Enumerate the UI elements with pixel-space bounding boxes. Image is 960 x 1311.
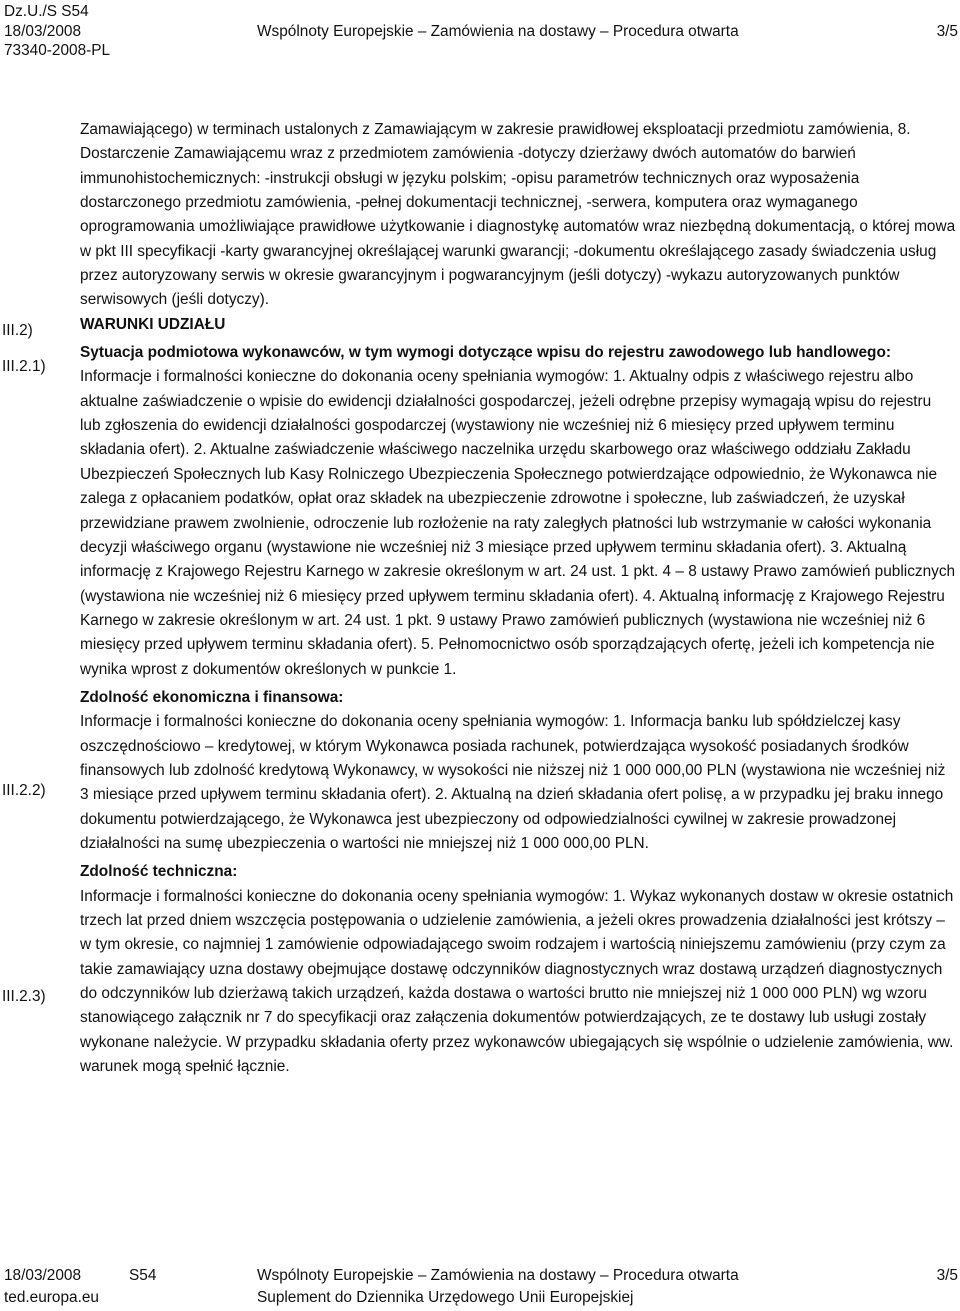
section-label-iii-2-3: III.2.3) xyxy=(2,988,46,1005)
header-row-3 xyxy=(4,41,958,61)
section-label-iii-2: III.2) xyxy=(2,322,33,339)
section-label-iii-2-1: III.2.1) xyxy=(2,358,46,375)
footer-supplement: Suplement do Dziennika Urzędowego Unii Europejskiej xyxy=(257,1289,634,1306)
notice-body xyxy=(80,118,956,1079)
journal-reference: Dz.U./S S54 xyxy=(4,3,89,20)
economic-capacity-text: Informacje i formalności konieczne do dokonania oceny spełniania wymogów: 1. Informacja banku lub spółdzielczej kasy oszczędnościowo – kredytowej, w którym Wykonawca posiada rachunek, potwierdzająca wysokość posiadanych środków finansowych lub zdolność kredytową Wykonawcy, w wysokości nie niższej niż 1 000 000,00 PLN (wystawiona nie wcześniej niż 3 miesiące przed upływem terminu składania ofert). 2. Aktualną na dzień składania ofert polisę, a w przypadku jej braku innego dokumentu potwierdzającego, że Wykonawca jest ubezpieczony od odpowiedzialności cywilnej w zakresie prowadzonej działalności na sumę ubezpieczenia o wartości nie mniejszej niż 1 000 000,00 PLN. xyxy=(80,713,946,852)
header-page-number: 3/5 xyxy=(936,22,958,40)
footer-series: S54 xyxy=(129,1267,157,1284)
technical-capacity-text: Informacje i formalności konieczne do dokonania oceny spełniania wymogów: 1. Wykaz wykonanych dostaw w okresie ostatnich trzech lat przed dniem wszczęcia postępowania o udzielenie zamówienia, a jeżeli okres prowadzenia działalności jest krótszy – w tym okresie, co najmniej 1 zamówienie odpowiadającego swoim rodzajem i wartością niniejszemu zamówieniu (przy czym za takie zamawiający uzna dostawy obejmujące dostawę odczynników diagnostycznych wraz dostawą urządzeń diagnostycznych do odczynników lub dzierżawą takich urządzeń, każda dostawa o wartości brutto nie mniejszej niż 1 000 000 PLN) wg wzoru stanowiącego załącznik nr 7 do specyfikacji oraz załączenia dokumentów potwierdzających, ze te dostawy lub usługi zostały wykonane należycie. W przypadku składania oferty przez wykonawców ubiegających się wspólnie o udzielenie zamówienia, ww. warunek mogą spełnić łącznie. xyxy=(80,887,954,1076)
section-title-economic-capacity: Zdolność ekonomiczna i finansowa: xyxy=(80,688,344,706)
legal-position-text: Informacje i formalności konieczne do dokonania oceny spełniania wymogów: 1. Aktualny odpis z właściwego rejestru albo aktualne zaświadczenie o wpisie do ewidencji działalności gospodarczej, jeżeli odrębne przepisy wymagają wpisu do rejestru lub zgłoszenia do ewidencji działalności gospodarczej (wystawiony nie wcześniej niż 6 miesięcy przed upływem terminu składania ofert). 2. Aktualne zaświadczenie właściwego naczelnika urzędu skarbowego oraz właściwego oddziału Zakładu Ubezpieczeń Społecznych lub Kasy Rolniczego Ubezpieczenia Społecznego potwierdzające odpowiednio, że Wykonawca nie zalega z opłacaniem podatków, opłat oraz składek na ubezpieczenie zdrowotne i społeczne, lub zaświadczeń, że uzyskał przewidziane prawem zwolnienie, odroczenie lub rozłożenie na raty zaległych płatności lub wstrzymanie w całości wykonania decyzji właściwego organu (wystawione nie wcześniej niż 3 miesiące przed upływem terminu składania ofert). 3. Aktualną informację z Krajowego Rejestru Karnego w zakresie określonym w art. 24 ust. 1 pkt. 4 – 8 ustawy Prawo zamówień publicznych (wystawiona nie wcześniej niż 6 miesięcy przed upływem terminu składania ofert). 4. Aktualną informację z Krajowego Rejestru Karnego w zakresie określonym w art. 24 ust. 1 pkt. 9 ustawy Prawo zamówień publicznych (wystawiona nie wcześniej niż 6 miesięcy przed upływem terminu składania ofert). 5. Pełnomocnictwo osób sporządzających ofertę, jeżeli ich kompetencja nie wynika wprost z dokumentów określonych w punkcie 1. xyxy=(80,368,956,678)
footer-date: 18/03/2008 xyxy=(4,1267,82,1284)
page-footer xyxy=(4,1265,958,1309)
section-title-technical-capacity: Zdolność techniczna: xyxy=(80,863,238,881)
footer-page-number: 3/5 xyxy=(936,1267,958,1284)
header-title: Wspólnoty Europejskie – Zamówienia na dostawy – Procedura otwarta xyxy=(257,22,739,40)
continuation-paragraph: Zamawiającego) w terminach ustalonych z Zamawiającym w zakresie prawidłowej eksploatacji przedmiotu zamówienia, 8. Dostarczenie Zamawiającemu wraz z przedmiotem zamówienia -dotyczy dzierżawy dwóch automatów do barwień immunohistochemicznych: -instrukcji obsługi w języku polskim; -opisu parametrów technicznych oraz wyposażenia dostarczonego przedmiotu zamówienia, -pełnej dokumentacji technicznej, -serwera, komputera oraz wymaganego oprogramowania umożliwiające prawidłowe użytkowanie i diagnostykę automatów wraz niezbędną dokumentacją, o której mowa w pkt III specyfikacji -karty gwarancyjnej określającej warunki gwarancji; -dokumentu określającego zasady świadczenia usług przez autoryzowany serwis w okresie gwarancyjnym i pogwarancyjnym (jeśli dotyczy) -wykazu autoryzowanych punktów serwisowych (jeśli dotyczy). xyxy=(80,121,956,309)
footer-title: Wspólnoty Europejskie – Zamówienia na dostawy – Procedura otwarta xyxy=(257,1267,739,1284)
footer-site-link[interactable]: ted.europa.eu xyxy=(4,1289,99,1306)
header-row-2 xyxy=(4,22,958,42)
page-header xyxy=(4,2,958,61)
section-title-participation-conditions: WARUNKI UDZIAŁU xyxy=(80,315,226,333)
header-row-1 xyxy=(4,2,958,22)
notice-id: 73340-2008-PL xyxy=(4,42,111,60)
footer-row-1 xyxy=(4,1265,958,1287)
header-date: 18/03/2008 xyxy=(4,22,82,40)
section-title-legal-position: Sytuacja podmiotowa wykonawców, w tym wymogi dotyczące wpisu do rejestru zawodowego lub handlowego: xyxy=(80,344,891,362)
footer-row-2 xyxy=(4,1287,958,1309)
section-label-iii-2-2: III.2.2) xyxy=(2,782,46,799)
